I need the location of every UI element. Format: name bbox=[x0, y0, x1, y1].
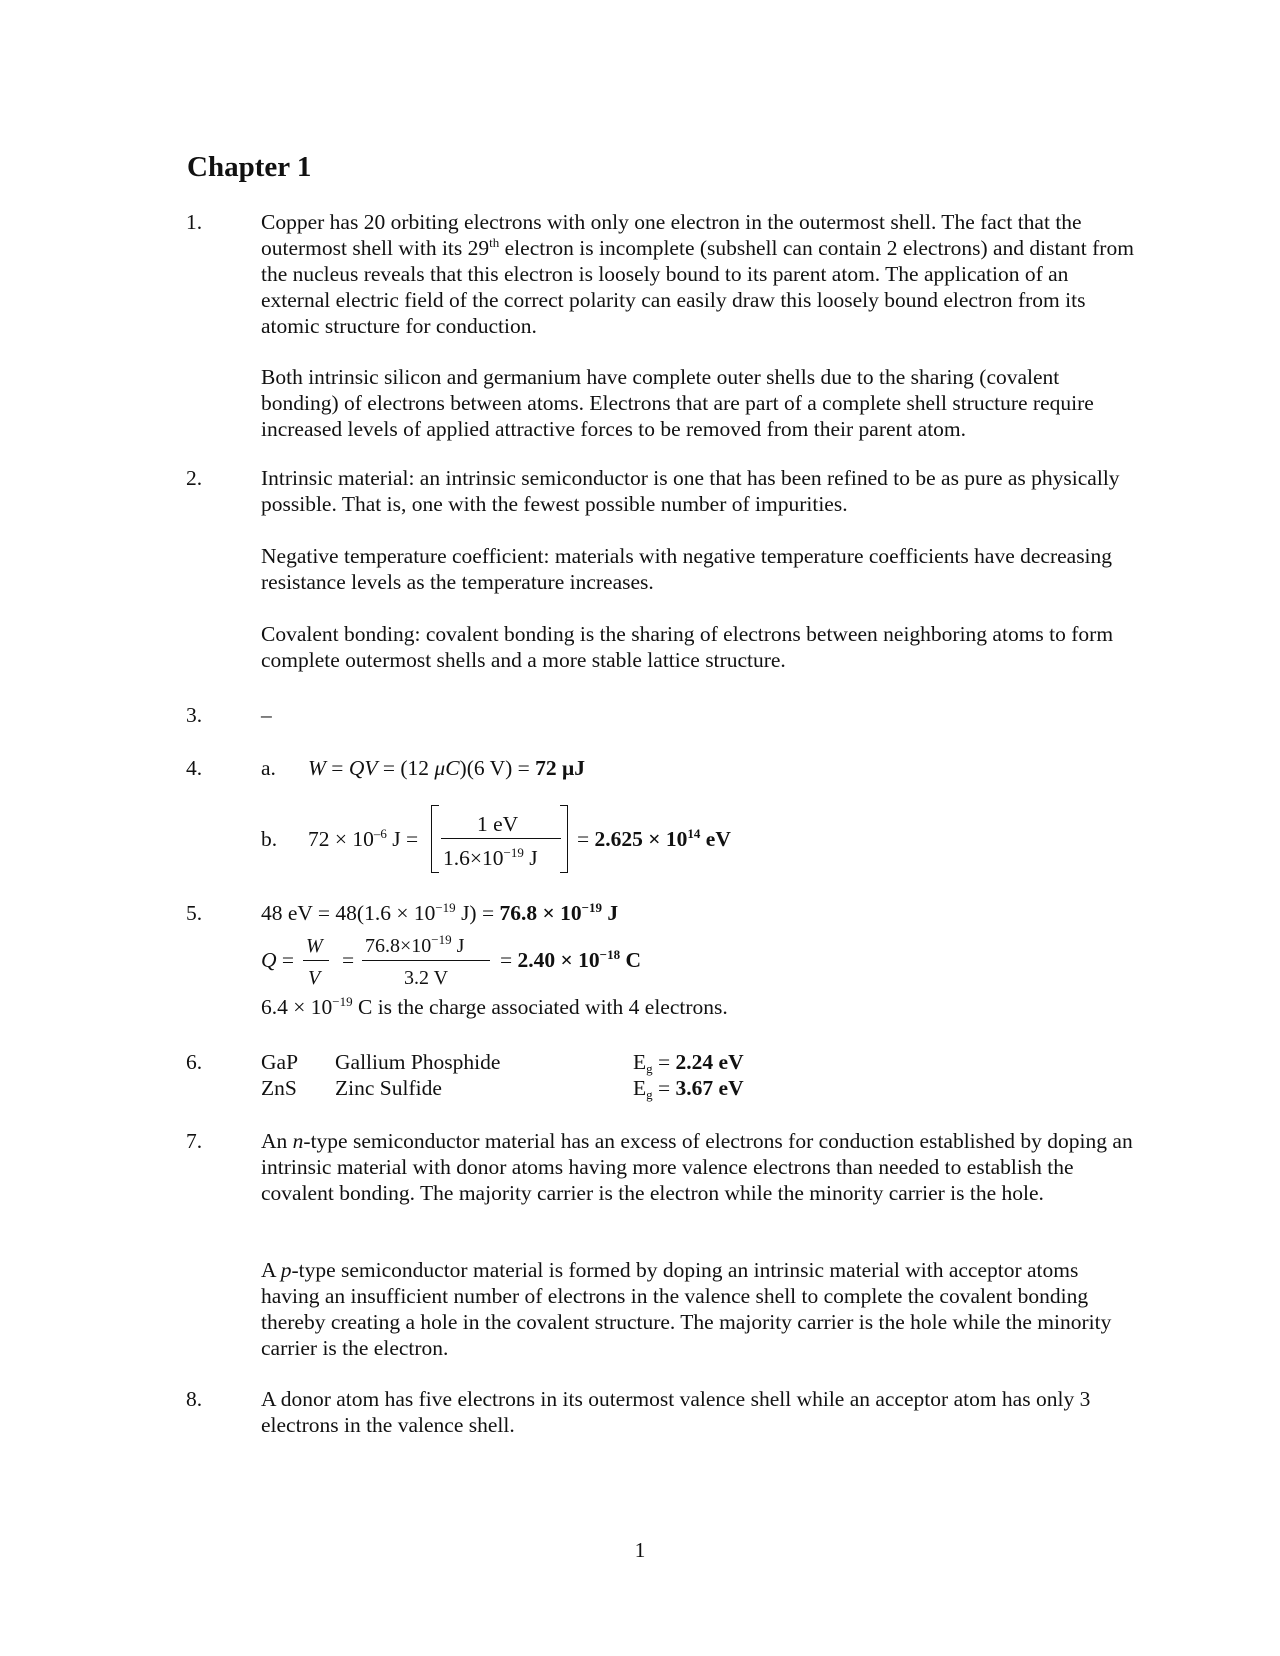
problem-1-number: 1. bbox=[186, 210, 203, 234]
problem-2-paragraph-1: Intrinsic material: an intrinsic semiconductor is one that has been refined to be as pure as physically possible. That is, one with the fewest possible number of impurities. bbox=[261, 466, 1120, 516]
problem-4a-label: a. bbox=[261, 756, 276, 780]
problem-4b-result: = $2.625 \times 10^{14}$ eV bbox=[577, 826, 731, 851]
problem-3-number: 3. bbox=[186, 703, 203, 727]
problem-2-paragraph-2: Negative temperature coefficient: materials with negative temperature coefficients have decreasing resistance levels as the temperature increases. bbox=[261, 544, 1113, 594]
problem-8-answer: A donor atom has five electrons in its outermost valence shell while an acceptor atom has only 3 electrons in the valence shell. bbox=[261, 1387, 1091, 1437]
problem-4b-lhs: $72 \times 10^{-6}$ J = bbox=[308, 826, 419, 851]
left-bracket bbox=[431, 805, 439, 873]
formula-cell: GaP bbox=[261, 1050, 299, 1074]
fraction-bar bbox=[362, 960, 490, 961]
problem-4b-numerator: 1 eV bbox=[477, 812, 519, 836]
problem-5-line-3: $6.4 \times 10^{-19}$ C is the charge associated with 4 electrons. bbox=[261, 994, 728, 1019]
bandgap-cell: $E_g = 3.67$ eV bbox=[633, 1076, 744, 1102]
page-number: 1 bbox=[634, 1538, 646, 1562]
problem-7-paragraph-1: An n-type semiconductor material has an excess of electrons for conduction established by doping an intrinsic material with donor atoms having more valence electrons than needed to establish the covalent bonding. The majority carrier is the electron while the minority carrier is the hole. bbox=[261, 1129, 1133, 1205]
problem-1-paragraph-2: Both intrinsic silicon and germanium have complete outer shells due to the sharing (covalent bonding) of electrons between atoms. Electrons that are part of a complete shell structure require increased levels of applied attractive forces to be removed from their parent atom. bbox=[261, 365, 1094, 441]
problem-5-eq2: = bbox=[342, 948, 355, 972]
problem-2-paragraph-3: Covalent bonding: covalent bonding is the sharing of electrons between neighboring atoms to form complete outermost shells and a more stable lattice structure. bbox=[261, 622, 1114, 672]
problem-5-numerator: $76.8\times 10^{-19}$ J bbox=[365, 932, 465, 957]
fraction-bar bbox=[303, 960, 329, 961]
problem-1-paragraph-1: Copper has 20 orbiting electrons with only one electron in the outermost shell. The fact that the outermost shell with its 29th electron is incomplete (subshell can contain 2 electrons) and distant from the nucleus reveals that this electron is loosely bound to its parent atom. The application of an external electric field of the correct polarity can easily draw this loosely bound electron from its atomic structure for conduction. bbox=[261, 210, 1134, 338]
problem-1-answer bbox=[261, 209, 1141, 339]
problem-7-paragraph-2: A p-type semiconductor material is formed by doping an intrinsic material with acceptor atoms having an insufficient number of electrons in the valence shell to complete the covalent bonding thereby creating a hole in the covalent structure. The majority carrier is the hole while the minority carrier is the electron. bbox=[261, 1258, 1112, 1360]
problem-7-number: 7. bbox=[186, 1129, 203, 1153]
problem-4b-label: b. bbox=[261, 827, 278, 851]
problem-5-result: = $2.40 \times 10^{-18}$ C bbox=[500, 947, 641, 972]
problem-3-answer: – bbox=[261, 703, 272, 727]
problem-5-number: 5. bbox=[186, 901, 203, 925]
right-bracket bbox=[560, 805, 568, 873]
problem-4-number: 4. bbox=[186, 756, 203, 780]
problem-4a-equation: W = QV = (12 μC)(6 V) = 72 μJ bbox=[308, 756, 585, 780]
problem-5-W: W bbox=[306, 935, 323, 957]
problem-6-number: 6. bbox=[186, 1050, 203, 1074]
name-cell: Zinc Sulfide bbox=[335, 1076, 442, 1100]
fraction-bar bbox=[441, 838, 561, 839]
problem-5-line-1: 48 eV = $48(1.6 \times 10^{-19}$ $J) = 76.8 \times 10^{-19}$ J bbox=[261, 900, 619, 925]
problem-8-number: 8. bbox=[186, 1387, 203, 1411]
chapter-title: Chapter 1 bbox=[187, 151, 312, 183]
problem-5-V: V bbox=[308, 967, 321, 989]
problem-2-number: 2. bbox=[186, 466, 203, 490]
problem-5-q: Q = bbox=[261, 948, 295, 972]
problem-4b-denominator: $1.6\times 10^{-19}$ J bbox=[443, 845, 538, 870]
problem-5-denominator: 3.2 V bbox=[404, 967, 449, 989]
formula-cell: ZnS bbox=[261, 1076, 297, 1100]
name-cell: Gallium Phosphide bbox=[335, 1050, 501, 1074]
bandgap-cell: $E_g = 2.24$ eV bbox=[633, 1050, 744, 1076]
